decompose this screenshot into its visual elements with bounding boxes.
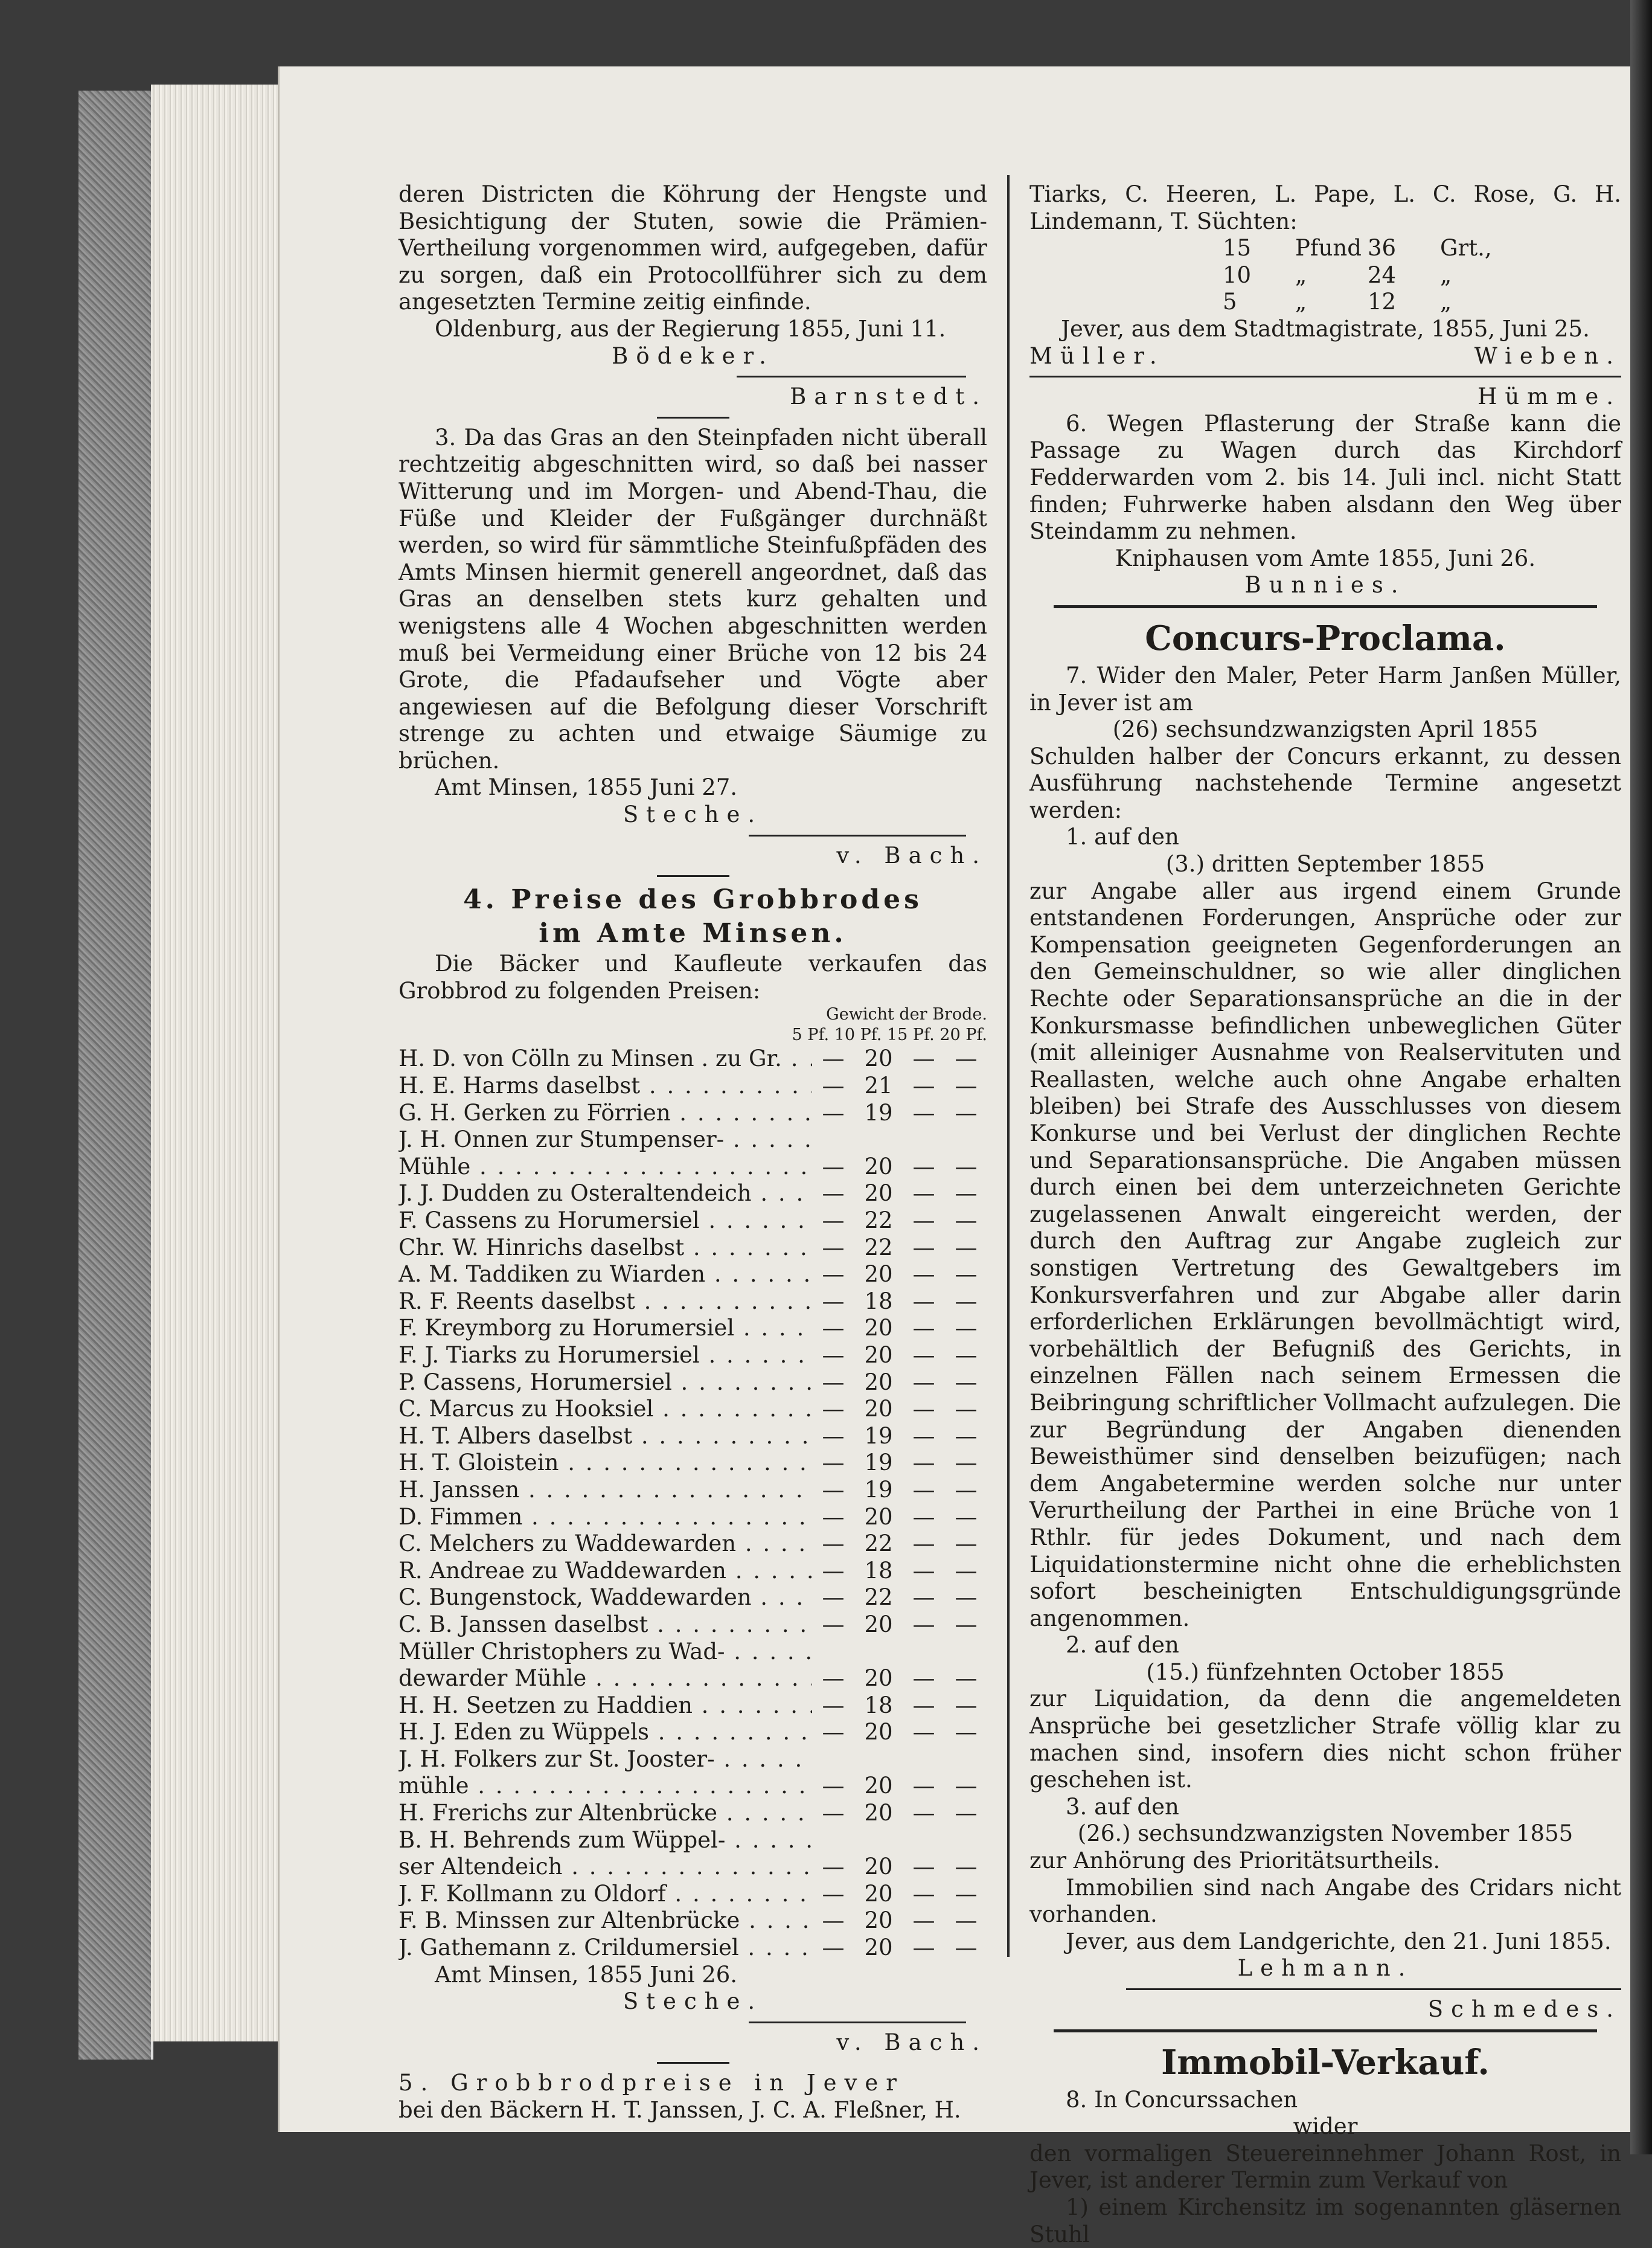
- price-5pf: —: [822, 1288, 845, 1314]
- item7-signature-2: Schmedes.: [1427, 1996, 1621, 2022]
- item7-place-date: Jever, aus dem Landgerichte, den 21. Juni 1855.: [1066, 1928, 1612, 1954]
- price-row: [399, 1073, 987, 1100]
- item7-term-1: 1. auf den: [1066, 824, 1179, 850]
- price-row: [399, 1907, 987, 1935]
- price-20pf: —: [955, 1153, 978, 1180]
- price-20pf: —: [955, 1450, 978, 1476]
- price-10pf: 20: [864, 1153, 893, 1180]
- price-20pf: —: [955, 1665, 978, 1692]
- price-10pf: 21: [864, 1073, 893, 1099]
- price-row: [399, 1180, 987, 1207]
- price-15pf: —: [912, 1854, 935, 1880]
- price-10pf: 20: [864, 1369, 893, 1395]
- price-5pf: —: [822, 1315, 845, 1341]
- quantity-row: [1029, 262, 1621, 289]
- price-row: [399, 1154, 987, 1181]
- quantity-cell: Grt.,: [1440, 235, 1492, 262]
- item4-place-date: Amt Minsen, 1855 Juni 26.: [435, 1961, 738, 1988]
- price-15pf: —: [912, 1611, 935, 1637]
- price-20pf: —: [955, 1557, 978, 1584]
- price-5pf: —: [822, 1261, 845, 1288]
- price-row: [399, 1854, 987, 1881]
- item4-intro: Die Bäcker und Kaufleute verkaufen das Grobbrod zu folgenden Preisen:: [399, 951, 987, 1004]
- price-15pf: —: [912, 1369, 935, 1395]
- immobil-title: Immobil-Verkauf.: [1161, 2042, 1490, 2083]
- item8-line-2: wider: [1293, 2113, 1358, 2140]
- price-name: J. H. Folkers zur St. Jooster- . . .: [399, 1746, 812, 1773]
- quantity-cell: Pfund: [1295, 235, 1362, 262]
- price-15pf: —: [912, 1476, 935, 1503]
- price-name: ser Altendeich . . .: [399, 1854, 812, 1881]
- price-5pf: —: [822, 1180, 845, 1207]
- price-5pf: —: [822, 1341, 845, 1368]
- item4-title: 4. Preise des Grobbrodes: [463, 884, 923, 916]
- price-20pf: —: [955, 1422, 978, 1449]
- price-20pf: —: [955, 1234, 978, 1260]
- price-5pf: —: [822, 1692, 845, 1718]
- price-20pf: —: [955, 1611, 978, 1637]
- price-15pf: —: [912, 1153, 935, 1180]
- price-5pf: —: [822, 1773, 845, 1799]
- price-20pf: —: [955, 1369, 978, 1395]
- price-5pf: —: [822, 1476, 845, 1503]
- price-20pf: —: [955, 1773, 978, 1799]
- price-15pf: —: [912, 1422, 935, 1449]
- price-10pf: 20: [864, 1880, 893, 1907]
- quantity-row: [1029, 289, 1621, 316]
- price-row: [399, 1504, 987, 1531]
- item3-place-date: Amt Minsen, 1855 Juni 27.: [435, 774, 738, 801]
- price-10pf: 20: [864, 1854, 893, 1880]
- item7-text-c: zur Angabe aller aus irgend einem Grunde entstandenen Forderungen, Ansprüche oder zur Kompensation geeigneten Gegenforderungen an den Gemeinschuldner, so wie aller dinglichen Rechte oder Separationsansprüche an die in der Konkursmasse befindlichen unbeweglichen Güter (mit alleiniger Ausnahme von Realservituten und Reallasten, welche auch ohne Angabe erhalten bleiben) bei Strafe des Ausschlusses von diesem Konkurse und bei Verlust der dinglichen Rechte und Separationsansprüche. Die Angaben müssen durch einen bei dem unterzeichneten Gerichte zugelassenen Anwalt eingereicht werden, der durch den Auftrag zur Angabe zugleich zur sonstigen Vertretung des Gewaltgebers im Konkursverfahren und zur Abgabe aller darin erforderlichen Erklärungen bevollmächtigt wird, vorbehältlich der Befugniß des Gerichts, in einzelnen Fällen nach seinem Ermessen die Beibringung schriftlicher Vollmacht aufzulegen. Die zur Begründung der Angaben dienenden Beweisthümer sind denselben beizufügen; nach dem Angabetermine werden solche nur unter Verurtheilung der Parthei in eine Brüche von 1 Rthlr. für jedes Dokument, und nach dem Liquidationstermine nicht ohne die erheblichsten sofort bescheinigten Entschuldigungsgründe angenommen.: [1029, 878, 1621, 1631]
- price-5pf: —: [822, 1935, 845, 1961]
- price-list: [399, 1045, 987, 1961]
- item7-text-b: Schulden halber der Concurs erkannt, zu dessen Ausführung nachstehende Termine angesetzt werden:: [1029, 743, 1621, 823]
- price-name: F. B. Minssen zur Altenbrücke . . .: [399, 1907, 812, 1935]
- price-row: [399, 1827, 987, 1854]
- price-header-1: Gewicht der Brode.: [826, 1005, 987, 1024]
- signature-rule: [737, 376, 966, 377]
- price-name: H. T. Gloistein . . .: [399, 1450, 812, 1477]
- price-row: [399, 1342, 987, 1369]
- price-10pf: 19: [864, 1422, 893, 1449]
- item7-text-d: zur Liquidation, da denn die angemeldeten Ansprüche bei gesetzlicher Strafe völlig klar zu machen sind, insofern dies nicht schon früher geschehen ist.: [1029, 1686, 1621, 1793]
- price-10pf: [854, 1126, 903, 1154]
- price-5pf: [812, 1746, 854, 1773]
- price-name: F. Kreymborg zu Horumersiel . . .: [399, 1315, 812, 1342]
- price-15pf: [903, 1827, 945, 1854]
- price-name: Mühle . . .: [399, 1154, 812, 1181]
- item3-signature-1: Steche.: [623, 801, 763, 828]
- price-name: J. F. Kollmann zu Oldorf . . .: [399, 1881, 812, 1908]
- item8-line-3: den vormaligen Steuereinnehmer Johann Rost, in Jever, ist anderer Termin zum Verkauf von: [1029, 2140, 1621, 2194]
- price-5pf: —: [822, 1530, 845, 1557]
- column-divider: [1007, 175, 1010, 1957]
- price-20pf: —: [955, 1099, 978, 1126]
- price-row: [399, 1477, 987, 1504]
- item3-paragraph: 3. Da das Gras an den Steinpfaden nicht überall rechtzeitig abgeschnitten wird, so daß bei nasser Witterung und im Morgen- und Abend-Thau, die Füße und Kleider der Fußgänger durchnäßt werden, so wird für sämmtliche Steinfußpfäden des Amts Minsen hiermit generell angeordnet, daß das Gras an denselben stets kurz gehalten und wenigstens alle 4 Wochen abgeschnitten werden muß bei Vermeidung einer Brüche von 12 bis 24 Grote, die Pfadaufseher und Vögte aber angewiesen auf die Befolgung dieser Vorschrift strenge zu achten und etwaige Säumige zu brüchen.: [399, 424, 987, 774]
- section-rule: [657, 417, 729, 419]
- price-20pf: —: [955, 1180, 978, 1207]
- price-5pf: —: [822, 1557, 845, 1584]
- concurs-title: Concurs-Proclama.: [1145, 618, 1506, 658]
- price-name: H. J. Eden zu Wüppels . . .: [399, 1719, 812, 1746]
- section-rule: [657, 2062, 729, 2064]
- price-15pf: —: [912, 1719, 935, 1745]
- price-5pf: —: [822, 1369, 845, 1395]
- price-name: D. Fimmen . . .: [399, 1504, 812, 1531]
- price-15pf: —: [912, 1692, 935, 1718]
- price-10pf: 19: [864, 1476, 893, 1503]
- item7-text-f: Immobilien sind nach Angabe des Cridars nicht vorhanden.: [1029, 1874, 1621, 1928]
- price-20pf: —: [955, 1935, 978, 1961]
- price-15pf: —: [912, 1665, 935, 1692]
- price-row: [399, 1315, 987, 1342]
- price-20pf: [945, 1827, 987, 1854]
- price-row: [399, 1935, 987, 1962]
- price-row: [399, 1288, 987, 1315]
- price-name: F. Cassens zu Horumersiel . . .: [399, 1207, 812, 1235]
- price-15pf: —: [912, 1207, 935, 1233]
- quantity-cell: „: [1440, 262, 1452, 288]
- price-20pf: —: [955, 1261, 978, 1288]
- price-10pf: [854, 1746, 903, 1773]
- price-10pf: 20: [864, 1611, 893, 1637]
- item7-date-4: (26.) sechsundzwanzigsten November 1855: [1077, 1820, 1574, 1847]
- price-name: Chr. W. Hinrichs daselbst . . .: [399, 1235, 812, 1262]
- item7-term-2: 2. auf den: [1066, 1632, 1179, 1659]
- price-name: H. E. Harms daselbst . . .: [399, 1073, 812, 1100]
- price-10pf: 20: [864, 1341, 893, 1368]
- price-row: [399, 1126, 987, 1154]
- price-10pf: 22: [864, 1234, 893, 1260]
- price-10pf: 20: [864, 1261, 893, 1288]
- price-20pf: —: [955, 1045, 978, 1072]
- right-top-text: Tiarks, C. Heeren, L. Pape, L. C. Rose, G. H. Lindemann, T. Süchten:: [1029, 181, 1621, 234]
- price-15pf: —: [912, 1880, 935, 1907]
- price-15pf: —: [912, 1907, 935, 1934]
- price-20pf: —: [955, 1854, 978, 1880]
- price-10pf: 20: [864, 1180, 893, 1207]
- price-20pf: —: [955, 1503, 978, 1530]
- jever-signature-3: Hümme.: [1478, 384, 1621, 410]
- quantity-list: [1029, 235, 1621, 316]
- price-15pf: —: [912, 1773, 935, 1799]
- price-name: P. Cassens, Horumersiel . . .: [399, 1369, 812, 1396]
- price-5pf: —: [822, 1153, 845, 1180]
- price-row: [399, 1207, 987, 1235]
- price-row: [399, 1584, 987, 1611]
- price-20pf: —: [955, 1800, 978, 1826]
- price-name: C. Bungenstock, Waddewarden . . .: [399, 1584, 812, 1611]
- price-20pf: —: [955, 1288, 978, 1314]
- price-row: [399, 1235, 987, 1262]
- price-10pf: 20: [864, 1719, 893, 1745]
- scan-shadow: [1630, 0, 1652, 2154]
- intro-paragraph: deren Districten die Köhrung der Hengste und Besichtigung der Stuten, sowie die Prämien-Vertheilung vorgenommen wird, aufgegeben, dafür zu sorgen, daß ein Protocollführer sich zu dem angesetzten Termine zeitig einfinde.: [399, 181, 987, 315]
- price-name: C. B. Janssen daselbst . . .: [399, 1611, 812, 1639]
- price-15pf: [903, 1746, 945, 1773]
- price-5pf: —: [822, 1665, 845, 1692]
- price-5pf: [812, 1126, 854, 1154]
- price-10pf: 19: [864, 1099, 893, 1126]
- price-20pf: —: [955, 1396, 978, 1422]
- quantity-cell: 24: [1368, 262, 1397, 288]
- price-15pf: —: [912, 1288, 935, 1314]
- intro-signature-1: Bödeker.: [612, 342, 774, 369]
- item4-signature-2: v. Bach.: [836, 2029, 987, 2055]
- price-5pf: —: [822, 1099, 845, 1126]
- book-page-edges: [78, 91, 153, 2060]
- jever-place-date: Jever, aus dem Stadtmagistrate, 1855, Juni 25.: [1061, 315, 1590, 342]
- price-name: B. H. Behrends zum Wüppel- . . .: [399, 1827, 812, 1854]
- page-stack: [151, 85, 284, 2041]
- price-5pf: —: [822, 1907, 845, 1934]
- price-15pf: —: [912, 1234, 935, 1260]
- price-name: G. H. Gerken zu Förrien . . .: [399, 1100, 812, 1127]
- price-name: C. Marcus zu Hooksiel . . .: [399, 1396, 812, 1423]
- item5-title: 5. Grobbrodpreise in Jever: [399, 2070, 904, 2096]
- price-15pf: —: [912, 1935, 935, 1961]
- price-20pf: —: [955, 1341, 978, 1368]
- price-row: [399, 1530, 987, 1558]
- price-15pf: —: [912, 1450, 935, 1476]
- item3-signature-2: v. Bach.: [836, 842, 987, 869]
- price-row: [399, 1261, 987, 1288]
- price-row: [399, 1423, 987, 1450]
- price-10pf: 20: [864, 1315, 893, 1341]
- item7-intro: 7. Wider den Maler, Peter Harm Janßen Müller, in Jever ist am: [1029, 662, 1621, 716]
- jever-signature-2: Wieben.: [1474, 342, 1621, 369]
- intro-place-date: Oldenburg, aus der Regierung 1855, Juni 11.: [435, 315, 946, 342]
- price-name: H. Frerichs zur Altenbrücke . . .: [399, 1800, 812, 1827]
- price-15pf: —: [912, 1503, 935, 1530]
- price-5pf: —: [822, 1422, 845, 1449]
- price-row: [399, 1773, 987, 1800]
- signature-rule: [749, 835, 966, 837]
- item7-date-2: (3.) dritten September 1855: [1165, 851, 1485, 878]
- section-rule: [1054, 605, 1597, 608]
- price-20pf: —: [955, 1207, 978, 1233]
- price-15pf: —: [912, 1180, 935, 1207]
- price-row: [399, 1045, 987, 1073]
- price-15pf: —: [912, 1557, 935, 1584]
- price-10pf: 18: [864, 1288, 893, 1314]
- item7-date-1: (26) sechsundzwanzigsten April 1855: [1112, 716, 1538, 743]
- price-10pf: [854, 1827, 903, 1854]
- price-20pf: [945, 1639, 987, 1666]
- price-10pf: 22: [864, 1207, 893, 1233]
- price-5pf: [812, 1827, 854, 1854]
- price-row: [399, 1692, 987, 1720]
- item4-signature-1: Steche.: [623, 1988, 763, 2015]
- quantity-cell: 5: [1223, 289, 1237, 315]
- price-5pf: —: [822, 1719, 845, 1745]
- price-15pf: —: [912, 1584, 935, 1611]
- item4-subtitle: im Amte Minsen.: [539, 918, 847, 949]
- section-rule: [657, 875, 729, 877]
- quantity-cell: „: [1440, 289, 1452, 315]
- price-5pf: —: [822, 1450, 845, 1476]
- price-10pf: 18: [864, 1692, 893, 1718]
- price-15pf: —: [912, 1800, 935, 1826]
- price-15pf: —: [912, 1315, 935, 1341]
- price-row: [399, 1881, 987, 1908]
- price-20pf: —: [955, 1880, 978, 1907]
- price-20pf: [945, 1746, 987, 1773]
- price-15pf: [903, 1126, 945, 1154]
- price-20pf: —: [955, 1692, 978, 1718]
- item8-line-1: 8. In Concurssachen: [1066, 2086, 1298, 2113]
- item7-signature-1: Lehmann.: [1237, 1955, 1413, 1982]
- jever-signatures: [1029, 343, 1621, 370]
- right-column: [1029, 181, 1621, 2248]
- left-column: [399, 181, 987, 2124]
- price-row: [399, 1611, 987, 1639]
- item5-text: bei den Bäckern H. T. Janssen, J. C. A. Fleßner, H.: [399, 2097, 961, 2123]
- price-15pf: —: [912, 1261, 935, 1288]
- price-name: J. J. Dudden zu Osteraltendeich . . .: [399, 1180, 812, 1207]
- price-name: R. Andreae zu Waddewarden . . .: [399, 1558, 812, 1585]
- price-5pf: —: [822, 1584, 845, 1611]
- price-name: H. T. Albers daselbst . . .: [399, 1423, 812, 1450]
- price-name: Müller Christophers zu Wad- . . .: [399, 1639, 812, 1666]
- price-row: [399, 1719, 987, 1746]
- price-5pf: —: [822, 1207, 845, 1233]
- signature-rule: [1126, 1988, 1621, 1990]
- price-name: mühle . . .: [399, 1773, 812, 1800]
- price-name: R. F. Reents daselbst . . .: [399, 1288, 812, 1315]
- quantity-cell: „: [1295, 262, 1307, 288]
- price-name: C. Melchers zu Waddewarden . . .: [399, 1530, 812, 1558]
- quantity-cell: 12: [1368, 289, 1397, 315]
- item7-term-3: 3. auf den: [1066, 1793, 1179, 1820]
- price-row: [399, 1369, 987, 1396]
- signature-rule: [1029, 376, 1621, 377]
- price-10pf: 20: [864, 1907, 893, 1934]
- price-15pf: —: [912, 1099, 935, 1126]
- price-row: [399, 1396, 987, 1423]
- price-10pf: 18: [864, 1557, 893, 1584]
- price-15pf: —: [912, 1341, 935, 1368]
- price-row: [399, 1746, 987, 1773]
- price-5pf: —: [822, 1234, 845, 1260]
- price-10pf: 20: [864, 1773, 893, 1799]
- price-10pf: 20: [864, 1396, 893, 1422]
- price-5pf: —: [822, 1073, 845, 1099]
- quantity-cell: 36: [1368, 235, 1397, 262]
- section-rule: [1054, 2029, 1597, 2032]
- price-20pf: [945, 1126, 987, 1154]
- item8-line-4: 1) einem Kirchensitz im sogenannten gläsernen Stuhl: [1029, 2194, 1621, 2247]
- price-name: J. Gathemann z. Crildumersiel . . .: [399, 1935, 812, 1962]
- price-row: [399, 1800, 987, 1827]
- item6-signature: Bunnies.: [1244, 572, 1406, 599]
- price-10pf: 22: [864, 1530, 893, 1557]
- price-20pf: —: [955, 1476, 978, 1503]
- quantity-cell: 15: [1223, 235, 1252, 262]
- price-20pf: —: [955, 1073, 978, 1099]
- price-name: J. H. Onnen zur Stumpenser- . . .: [399, 1126, 812, 1154]
- price-name: H. H. Seetzen zu Haddien . . .: [399, 1692, 812, 1720]
- item6-paragraph: 6. Wegen Pflasterung der Straße kann die Passage zu Wagen durch das Kirchdorf Fedderwarden vom 2. bis 14. Juli incl. nicht Statt finden; Fuhrwerke haben alsdann den Weg über Steindamm zu nehmen.: [1029, 410, 1621, 545]
- price-10pf: 20: [864, 1503, 893, 1530]
- price-15pf: —: [912, 1396, 935, 1422]
- price-row: [399, 1665, 987, 1692]
- price-15pf: [903, 1639, 945, 1666]
- quantity-cell: „: [1295, 289, 1307, 315]
- price-5pf: —: [822, 1045, 845, 1072]
- price-10pf: 22: [864, 1584, 893, 1611]
- quantity-cell: 10: [1223, 262, 1252, 288]
- price-5pf: —: [822, 1611, 845, 1637]
- intro-signature-2: Barnstedt.: [790, 384, 987, 410]
- jever-signature-1: Müller.: [1029, 342, 1165, 369]
- price-20pf: —: [955, 1907, 978, 1934]
- price-name: dewarder Mühle . . .: [399, 1665, 812, 1692]
- price-name: H. Janssen . . .: [399, 1477, 812, 1504]
- price-5pf: [812, 1639, 854, 1666]
- price-15pf: —: [912, 1530, 935, 1557]
- quantity-row: [1029, 235, 1621, 262]
- price-15pf: —: [912, 1045, 935, 1072]
- item6-place-date: Kniphausen vom Amte 1855, Juni 26.: [1115, 545, 1536, 571]
- price-20pf: —: [955, 1530, 978, 1557]
- price-header-2: 5 Pf. 10 Pf. 15 Pf. 20 Pf.: [792, 1026, 987, 1045]
- price-10pf: [854, 1639, 903, 1666]
- price-row: [399, 1558, 987, 1585]
- price-name: H. D. von Cölln zu Minsen . zu Gr. . . .: [399, 1045, 812, 1073]
- price-15pf: —: [912, 1073, 935, 1099]
- price-row: [399, 1639, 987, 1666]
- price-name: A. M. Taddiken zu Wiarden . . .: [399, 1261, 812, 1288]
- price-10pf: 19: [864, 1450, 893, 1476]
- price-row: [399, 1450, 987, 1477]
- price-10pf: 20: [864, 1935, 893, 1961]
- price-row: [399, 1100, 987, 1127]
- price-20pf: —: [955, 1315, 978, 1341]
- price-5pf: —: [822, 1854, 845, 1880]
- price-10pf: 20: [864, 1045, 893, 1072]
- item7-date-3: (15.) fünfzehnten October 1855: [1146, 1659, 1505, 1685]
- price-10pf: 20: [864, 1800, 893, 1826]
- price-20pf: —: [955, 1584, 978, 1611]
- item7-text-e: zur Anhörung des Prioritätsurtheils.: [1029, 1848, 1441, 1874]
- price-10pf: 20: [864, 1665, 893, 1692]
- price-name: F. J. Tiarks zu Horumersiel . . .: [399, 1342, 812, 1369]
- price-20pf: —: [955, 1719, 978, 1745]
- price-5pf: —: [822, 1800, 845, 1826]
- price-5pf: —: [822, 1880, 845, 1907]
- signature-rule: [749, 2022, 966, 2023]
- price-5pf: —: [822, 1396, 845, 1422]
- price-5pf: —: [822, 1503, 845, 1530]
